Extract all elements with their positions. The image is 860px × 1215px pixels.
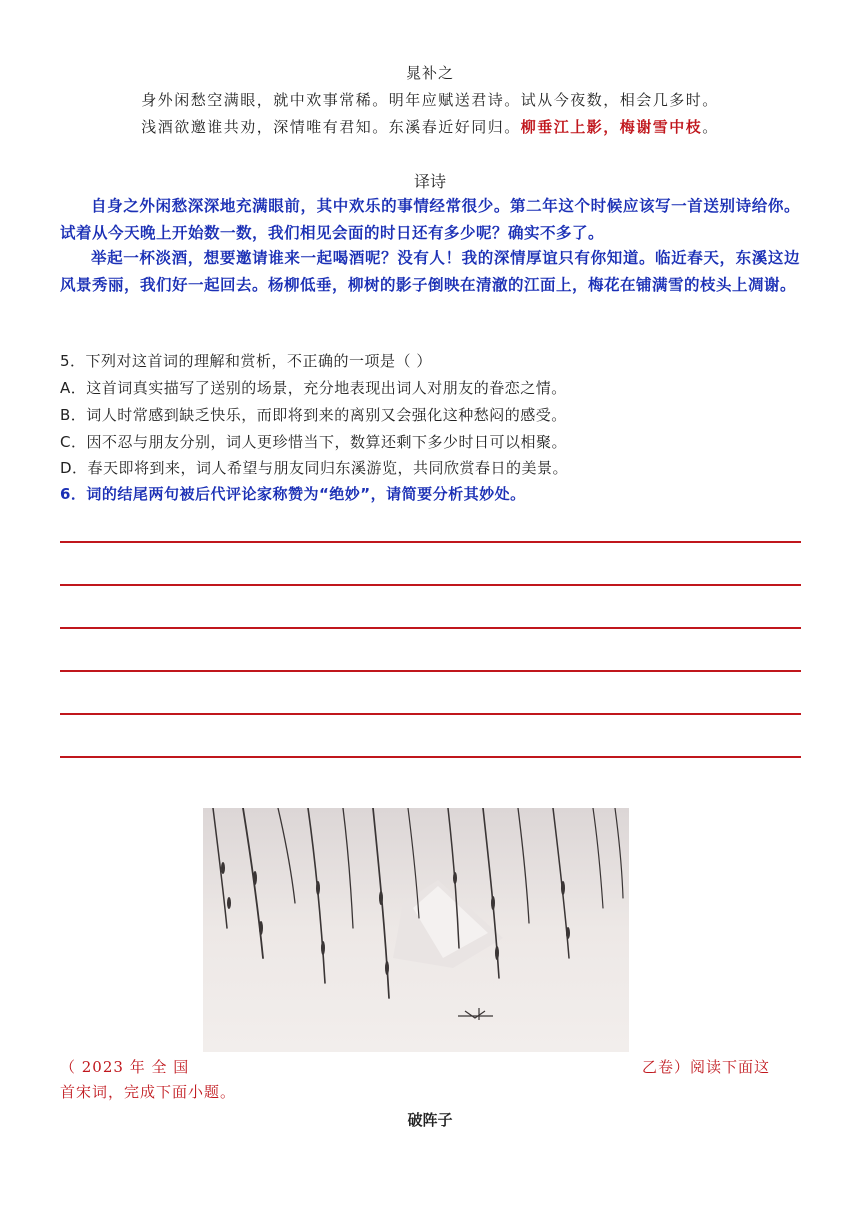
question-6: 6．词的结尾两句被后代评论家称赞为“绝妙”，请简要分析其妙处。 — [60, 485, 526, 503]
answer-line — [60, 541, 801, 543]
answer-line — [60, 670, 801, 672]
willow-painting-image — [203, 808, 629, 1052]
poem-line-2-text: 浅酒欲邀谁共劝，深情唯有君知。东溪春近好同归。 — [141, 118, 521, 136]
next-poem-title: 破阵子 — [407, 1111, 453, 1129]
intro-source-right: 乙卷）阅读下面这 — [642, 1058, 771, 1076]
question-5: 5．下列对这首词的理解和赏析，不正确的一项是（ ） — [60, 352, 432, 370]
intro-instruction: 首宋词，完成下面小题。 — [60, 1083, 237, 1101]
poem-line-2-highlight: 柳垂江上影，梅谢雪中枝 — [520, 118, 703, 136]
answer-line — [60, 584, 801, 586]
option-d: D．春天即将到来，词人希望与朋友同归东溪游览，共同欣赏春日的美景。 — [60, 459, 569, 477]
option-b: B．词人时常感到缺乏快乐，而即将到来的离别又会强化这种愁闷的感受。 — [60, 406, 567, 424]
poem-line-2-end: 。 — [702, 118, 719, 136]
answer-line — [60, 713, 801, 715]
translation-paragraph-1: 自身之外闲愁深深地充满眼前，其中欢乐的事情经常很少。第二年这个时候应该写一首送别诗给你。试着从今天晚上开始数一数，我们相见会面的时日还有多少呢？确实不多了。 — [60, 197, 800, 242]
answer-line — [60, 756, 801, 758]
poem-line-1: 身外闲愁空满眼，就中欢事常稀。明年应赋送君诗。试从今夜数，相会几多时。 — [141, 91, 719, 109]
option-c: C．因不忍与朋友分别，词人更珍惜当下，数算还剩下多少时日可以相聚。 — [60, 433, 567, 451]
poem-author: 晁补之 — [405, 64, 454, 82]
poem-line-2 — [60, 116, 800, 137]
translation-paragraph-2: 举起一杯淡酒，想要邀请谁来一起喝酒呢？没有人！我的深情厚谊只有你知道。临近春天，东溪这边风景秀丽，我们好一起回去。杨柳低垂，柳树的影子倒映在清澈的江面上，梅花在铺满雪的枝头上凋谢。 — [60, 249, 800, 294]
option-a: A．这首词真实描写了送别的场景，充分地表现出词人对朋友的眷恋之情。 — [60, 379, 567, 397]
translation-title: 译诗 — [413, 172, 446, 191]
intro-source-left: （ 2023 年 全 国 — [60, 1058, 190, 1076]
answer-line — [60, 627, 801, 629]
